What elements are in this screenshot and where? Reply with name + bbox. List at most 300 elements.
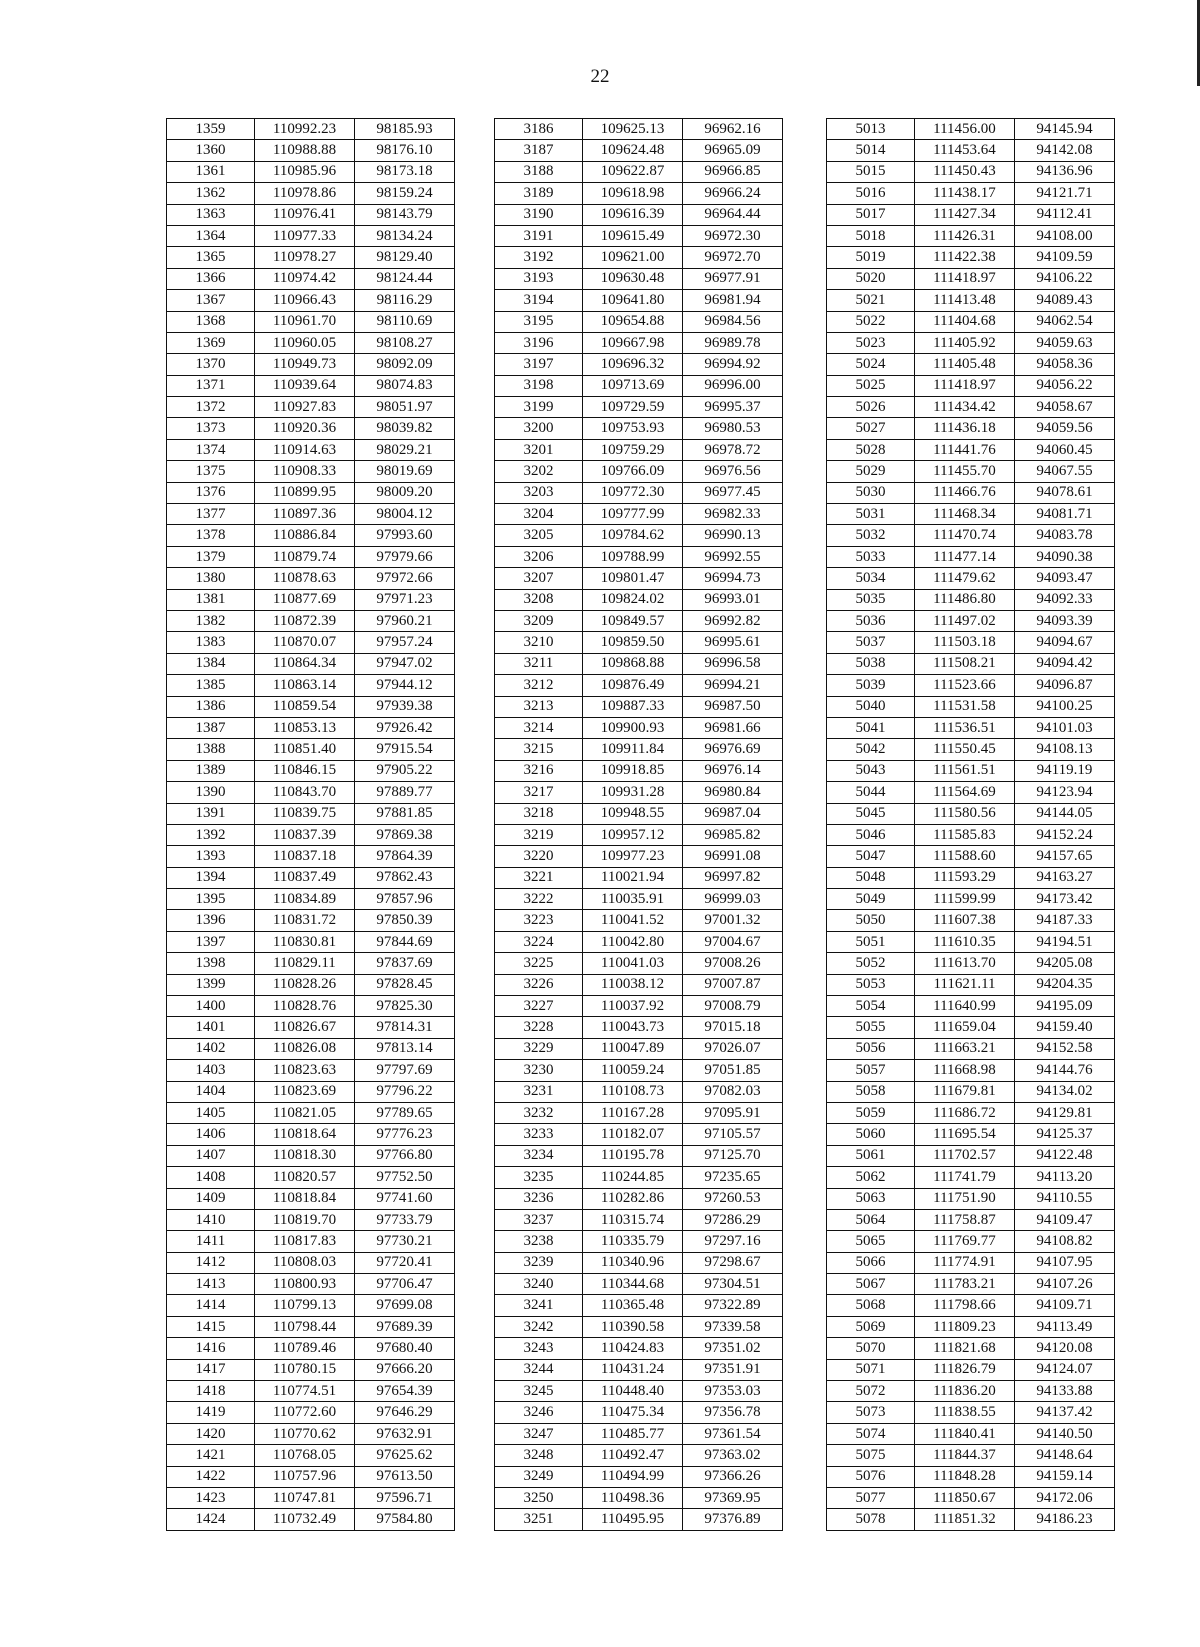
point-number-cell: 5021 [827,290,915,311]
y-coordinate-cell: 97297.16 [683,1231,783,1252]
x-coordinate-cell: 111536.51 [915,717,1015,738]
y-coordinate-cell: 94163.27 [1015,867,1115,888]
point-number-cell: 5076 [827,1466,915,1487]
x-coordinate-cell: 110344.68 [583,1274,683,1295]
x-coordinate-cell: 111438.17 [915,183,1015,204]
point-number-cell: 5062 [827,1167,915,1188]
y-coordinate-cell: 97971.23 [355,589,455,610]
point-number-cell: 1365 [167,247,255,268]
point-number-cell: 1380 [167,568,255,589]
y-coordinate-cell: 94144.76 [1015,1060,1115,1081]
x-coordinate-cell: 109788.99 [583,546,683,567]
point-number-cell: 5037 [827,632,915,653]
table-row [495,375,783,396]
point-number-cell: 5023 [827,332,915,353]
point-number-cell: 5068 [827,1295,915,1316]
table-row [495,910,783,931]
table-row [495,1316,783,1337]
table-row [495,1252,783,1273]
point-number-cell: 5039 [827,675,915,696]
table-row [495,268,783,289]
table-row [167,546,455,567]
point-number-cell: 3214 [495,717,583,738]
x-coordinate-cell: 109729.59 [583,397,683,418]
point-number-cell: 3211 [495,653,583,674]
x-coordinate-cell: 111848.28 [915,1466,1015,1487]
y-coordinate-cell: 97844.69 [355,931,455,952]
table-row [495,1167,783,1188]
point-number-cell: 1366 [167,268,255,289]
table-row [827,974,1115,995]
y-coordinate-cell: 96987.04 [683,803,783,824]
table-row [827,1316,1115,1337]
point-number-cell: 3222 [495,889,583,910]
y-coordinate-cell: 97706.47 [355,1274,455,1295]
point-number-cell: 3196 [495,332,583,353]
y-coordinate-cell: 97828.45 [355,974,455,995]
table-row [167,910,455,931]
y-coordinate-cell: 98009.20 [355,482,455,503]
y-coordinate-cell: 97869.38 [355,824,455,845]
y-coordinate-cell: 97001.32 [683,910,783,931]
x-coordinate-cell: 109753.93 [583,418,683,439]
point-number-cell: 5043 [827,760,915,781]
y-coordinate-cell: 97298.67 [683,1252,783,1273]
y-coordinate-cell: 98124.44 [355,268,455,289]
y-coordinate-cell: 96965.09 [683,140,783,161]
y-coordinate-cell: 94113.20 [1015,1167,1115,1188]
table-row [495,1060,783,1081]
table-row [167,1466,455,1487]
y-coordinate-cell: 94062.54 [1015,311,1115,332]
point-number-cell: 1414 [167,1295,255,1316]
x-coordinate-cell: 110828.26 [255,974,355,995]
y-coordinate-cell: 97613.50 [355,1466,455,1487]
point-number-cell: 1394 [167,867,255,888]
y-coordinate-cell: 97796.22 [355,1081,455,1102]
table-row [495,889,783,910]
x-coordinate-cell: 111434.42 [915,397,1015,418]
table-row [827,546,1115,567]
point-number-cell: 3235 [495,1167,583,1188]
y-coordinate-cell: 94109.47 [1015,1209,1115,1230]
y-coordinate-cell: 94110.55 [1015,1188,1115,1209]
point-number-cell: 1368 [167,311,255,332]
y-coordinate-cell: 98092.09 [355,354,455,375]
table-row [167,504,455,525]
table-row [167,760,455,781]
table-row [495,610,783,631]
y-coordinate-cell: 94090.38 [1015,546,1115,567]
table-row [495,1509,783,1530]
y-coordinate-cell: 94125.37 [1015,1124,1115,1145]
table-row [167,610,455,631]
point-number-cell: 1397 [167,931,255,952]
x-coordinate-cell: 111450.43 [915,161,1015,182]
x-coordinate-cell: 111798.66 [915,1295,1015,1316]
y-coordinate-cell: 97666.20 [355,1359,455,1380]
table-row [827,504,1115,525]
table-row [167,1038,455,1059]
y-coordinate-cell: 94093.47 [1015,568,1115,589]
table-row [495,632,783,653]
x-coordinate-cell: 111774.91 [915,1252,1015,1273]
y-coordinate-cell: 97864.39 [355,846,455,867]
x-coordinate-cell: 111479.62 [915,568,1015,589]
table-row [495,739,783,760]
x-coordinate-cell: 111783.21 [915,1274,1015,1295]
table-row [495,397,783,418]
point-number-cell: 3206 [495,546,583,567]
y-coordinate-cell: 97752.50 [355,1167,455,1188]
point-number-cell: 3203 [495,482,583,503]
x-coordinate-cell: 110747.81 [255,1488,355,1509]
y-coordinate-cell: 97680.40 [355,1338,455,1359]
x-coordinate-cell: 110823.69 [255,1081,355,1102]
y-coordinate-cell: 94205.08 [1015,953,1115,974]
y-coordinate-cell: 97584.80 [355,1509,455,1530]
y-coordinate-cell: 94094.42 [1015,653,1115,674]
x-coordinate-cell: 111850.67 [915,1488,1015,1509]
point-number-cell: 5017 [827,204,915,225]
y-coordinate-cell: 96977.91 [683,268,783,289]
point-number-cell: 3188 [495,161,583,182]
table-row [495,931,783,952]
point-number-cell: 1387 [167,717,255,738]
table-row [495,974,783,995]
x-coordinate-cell: 109630.48 [583,268,683,289]
x-coordinate-cell: 109948.55 [583,803,683,824]
point-number-cell: 1388 [167,739,255,760]
table-row [827,803,1115,824]
point-number-cell: 5078 [827,1509,915,1530]
table-row [495,1466,783,1487]
point-number-cell: 5031 [827,504,915,525]
point-number-cell: 5063 [827,1188,915,1209]
x-coordinate-cell: 110498.36 [583,1488,683,1509]
point-number-cell: 3237 [495,1209,583,1230]
y-coordinate-cell: 94194.51 [1015,931,1115,952]
y-coordinate-cell: 97915.54 [355,739,455,760]
x-coordinate-cell: 111607.38 [915,910,1015,931]
y-coordinate-cell: 96964.44 [683,204,783,225]
y-coordinate-cell: 94109.59 [1015,247,1115,268]
point-number-cell: 3249 [495,1466,583,1487]
y-coordinate-cell: 97339.58 [683,1316,783,1337]
table-row [167,375,455,396]
point-number-cell: 1367 [167,290,255,311]
y-coordinate-cell: 94106.22 [1015,268,1115,289]
table-row [495,1445,783,1466]
table-row [167,311,455,332]
x-coordinate-cell: 111468.34 [915,504,1015,525]
x-coordinate-cell: 109615.49 [583,225,683,246]
y-coordinate-cell: 98129.40 [355,247,455,268]
y-coordinate-cell: 94109.71 [1015,1295,1115,1316]
table-row [495,1124,783,1145]
y-coordinate-cell: 94159.40 [1015,1017,1115,1038]
y-coordinate-cell: 94137.42 [1015,1402,1115,1423]
x-coordinate-cell: 110846.15 [255,760,355,781]
table-row [827,675,1115,696]
point-number-cell: 1375 [167,461,255,482]
point-number-cell: 5015 [827,161,915,182]
y-coordinate-cell: 94136.96 [1015,161,1115,182]
y-coordinate-cell: 97304.51 [683,1274,783,1295]
x-coordinate-cell: 109622.87 [583,161,683,182]
point-number-cell: 1362 [167,183,255,204]
table-row [167,1145,455,1166]
point-number-cell: 1382 [167,610,255,631]
x-coordinate-cell: 111422.38 [915,247,1015,268]
x-coordinate-cell: 110808.03 [255,1252,355,1273]
y-coordinate-cell: 97376.89 [683,1509,783,1530]
y-coordinate-cell: 96984.56 [683,311,783,332]
x-coordinate-cell: 110495.95 [583,1509,683,1530]
y-coordinate-cell: 96993.01 [683,589,783,610]
point-number-cell: 1412 [167,1252,255,1273]
point-number-cell: 3192 [495,247,583,268]
x-coordinate-cell: 110949.73 [255,354,355,375]
point-number-cell: 5024 [827,354,915,375]
y-coordinate-cell: 94108.13 [1015,739,1115,760]
table-row [827,760,1115,781]
y-coordinate-cell: 94093.39 [1015,610,1115,631]
y-coordinate-cell: 97766.80 [355,1145,455,1166]
table-row [167,397,455,418]
x-coordinate-cell: 109801.47 [583,568,683,589]
y-coordinate-cell: 97837.69 [355,953,455,974]
x-coordinate-cell: 111523.66 [915,675,1015,696]
x-coordinate-cell: 110108.73 [583,1081,683,1102]
y-coordinate-cell: 98116.29 [355,290,455,311]
table-row [495,696,783,717]
x-coordinate-cell: 109618.98 [583,183,683,204]
y-coordinate-cell: 97813.14 [355,1038,455,1059]
x-coordinate-cell: 110244.85 [583,1167,683,1188]
table-row [167,204,455,225]
x-coordinate-cell: 110768.05 [255,1445,355,1466]
y-coordinate-cell: 94133.88 [1015,1381,1115,1402]
x-coordinate-cell: 110475.34 [583,1402,683,1423]
table-row [167,996,455,1017]
y-coordinate-cell: 94187.33 [1015,910,1115,931]
point-number-cell: 1405 [167,1102,255,1123]
x-coordinate-cell: 111838.55 [915,1402,1015,1423]
table-row [827,525,1115,546]
y-coordinate-cell: 94144.05 [1015,803,1115,824]
x-coordinate-cell: 111702.57 [915,1145,1015,1166]
x-coordinate-cell: 109868.88 [583,653,683,674]
y-coordinate-cell: 97286.29 [683,1209,783,1230]
point-number-cell: 3241 [495,1295,583,1316]
x-coordinate-cell: 111679.81 [915,1081,1015,1102]
point-number-cell: 3205 [495,525,583,546]
table-row [827,1509,1115,1530]
table-row [167,846,455,867]
y-coordinate-cell: 94157.65 [1015,846,1115,867]
point-number-cell: 3190 [495,204,583,225]
y-coordinate-cell: 94108.00 [1015,225,1115,246]
x-coordinate-cell: 111758.87 [915,1209,1015,1230]
y-coordinate-cell: 96992.82 [683,610,783,631]
x-coordinate-cell: 111613.70 [915,953,1015,974]
y-coordinate-cell: 97730.21 [355,1231,455,1252]
point-number-cell: 5064 [827,1209,915,1230]
x-coordinate-cell: 111470.74 [915,525,1015,546]
y-coordinate-cell: 94096.87 [1015,675,1115,696]
table-row [827,846,1115,867]
table-row [827,461,1115,482]
y-coordinate-cell: 97026.07 [683,1038,783,1059]
point-number-cell: 3187 [495,140,583,161]
point-number-cell: 5077 [827,1488,915,1509]
point-number-cell: 3240 [495,1274,583,1295]
y-coordinate-cell: 97369.95 [683,1488,783,1509]
table-row [827,311,1115,332]
point-number-cell: 1377 [167,504,255,525]
table-row [827,247,1115,268]
table-row [827,161,1115,182]
table-row [167,696,455,717]
table-row [167,675,455,696]
point-number-cell: 5035 [827,589,915,610]
y-coordinate-cell: 98176.10 [355,140,455,161]
table-row [167,803,455,824]
point-number-cell: 3220 [495,846,583,867]
point-number-cell: 3215 [495,739,583,760]
table-row [495,1295,783,1316]
table-row [167,1316,455,1337]
point-number-cell: 5067 [827,1274,915,1295]
x-coordinate-cell: 111418.97 [915,375,1015,396]
y-coordinate-cell: 98159.24 [355,183,455,204]
table-row [495,418,783,439]
table-row [495,824,783,845]
x-coordinate-cell: 110800.93 [255,1274,355,1295]
x-coordinate-cell: 110897.36 [255,504,355,525]
table-row [827,589,1115,610]
x-coordinate-cell: 110789.46 [255,1338,355,1359]
table-row [167,953,455,974]
point-number-cell: 5066 [827,1252,915,1273]
point-number-cell: 5020 [827,268,915,289]
table-row [827,332,1115,353]
y-coordinate-cell: 97625.62 [355,1445,455,1466]
point-number-cell: 1393 [167,846,255,867]
x-coordinate-cell: 110823.63 [255,1060,355,1081]
y-coordinate-cell: 94059.63 [1015,332,1115,353]
y-coordinate-cell: 94152.58 [1015,1038,1115,1059]
coordinate-table-3 [826,118,1115,1531]
point-number-cell: 5075 [827,1445,915,1466]
x-coordinate-cell: 110870.07 [255,632,355,653]
table-row [495,161,783,182]
x-coordinate-cell: 111405.48 [915,354,1015,375]
point-number-cell: 5052 [827,953,915,974]
point-number-cell: 3230 [495,1060,583,1081]
point-number-cell: 3245 [495,1381,583,1402]
x-coordinate-cell: 110041.52 [583,910,683,931]
point-number-cell: 1386 [167,696,255,717]
x-coordinate-cell: 109654.88 [583,311,683,332]
x-coordinate-cell: 109625.13 [583,119,683,140]
y-coordinate-cell: 97322.89 [683,1295,783,1316]
point-number-cell: 1424 [167,1509,255,1530]
table-row [827,1402,1115,1423]
point-number-cell: 3239 [495,1252,583,1273]
point-number-cell: 5053 [827,974,915,995]
x-coordinate-cell: 110340.96 [583,1252,683,1273]
table-row [495,589,783,610]
x-coordinate-cell: 110851.40 [255,739,355,760]
point-number-cell: 3208 [495,589,583,610]
point-number-cell: 5026 [827,397,915,418]
point-number-cell: 5070 [827,1338,915,1359]
x-coordinate-cell: 111588.60 [915,846,1015,867]
table-row [827,1145,1115,1166]
x-coordinate-cell: 110819.70 [255,1209,355,1230]
table-row [495,1231,783,1252]
point-number-cell: 3191 [495,225,583,246]
point-number-cell: 1408 [167,1167,255,1188]
point-number-cell: 3233 [495,1124,583,1145]
x-coordinate-cell: 110035.91 [583,889,683,910]
x-coordinate-cell: 111836.20 [915,1381,1015,1402]
table-row [167,568,455,589]
y-coordinate-cell: 97979.66 [355,546,455,567]
y-coordinate-cell: 94145.94 [1015,119,1115,140]
x-coordinate-cell: 110864.34 [255,653,355,674]
table-row [167,632,455,653]
x-coordinate-cell: 110182.07 [583,1124,683,1145]
point-number-cell: 1416 [167,1338,255,1359]
x-coordinate-cell: 110494.99 [583,1466,683,1487]
x-coordinate-cell: 109641.80 [583,290,683,311]
x-coordinate-cell: 111640.99 [915,996,1015,1017]
y-coordinate-cell: 94067.55 [1015,461,1115,482]
y-coordinate-cell: 94152.24 [1015,824,1115,845]
point-number-cell: 3248 [495,1445,583,1466]
x-coordinate-cell: 110772.60 [255,1402,355,1423]
point-number-cell: 1373 [167,418,255,439]
point-number-cell: 1391 [167,803,255,824]
point-number-cell: 3221 [495,867,583,888]
point-number-cell: 1385 [167,675,255,696]
y-coordinate-cell: 94124.07 [1015,1359,1115,1380]
point-number-cell: 5056 [827,1038,915,1059]
y-coordinate-cell: 97957.24 [355,632,455,653]
x-coordinate-cell: 111477.14 [915,546,1015,567]
y-coordinate-cell: 98173.18 [355,161,455,182]
table-row [167,889,455,910]
table-row [827,397,1115,418]
point-number-cell: 5061 [827,1145,915,1166]
x-coordinate-cell: 110992.23 [255,119,355,140]
point-number-cell: 1372 [167,397,255,418]
y-coordinate-cell: 98143.79 [355,204,455,225]
y-coordinate-cell: 94134.02 [1015,1081,1115,1102]
x-coordinate-cell: 110859.54 [255,696,355,717]
table-row [167,119,455,140]
table-row [827,1167,1115,1188]
point-number-cell: 5069 [827,1316,915,1337]
x-coordinate-cell: 110966.43 [255,290,355,311]
table-row [167,1295,455,1316]
point-number-cell: 3209 [495,610,583,631]
y-coordinate-cell: 94140.50 [1015,1423,1115,1444]
table-row [495,1102,783,1123]
